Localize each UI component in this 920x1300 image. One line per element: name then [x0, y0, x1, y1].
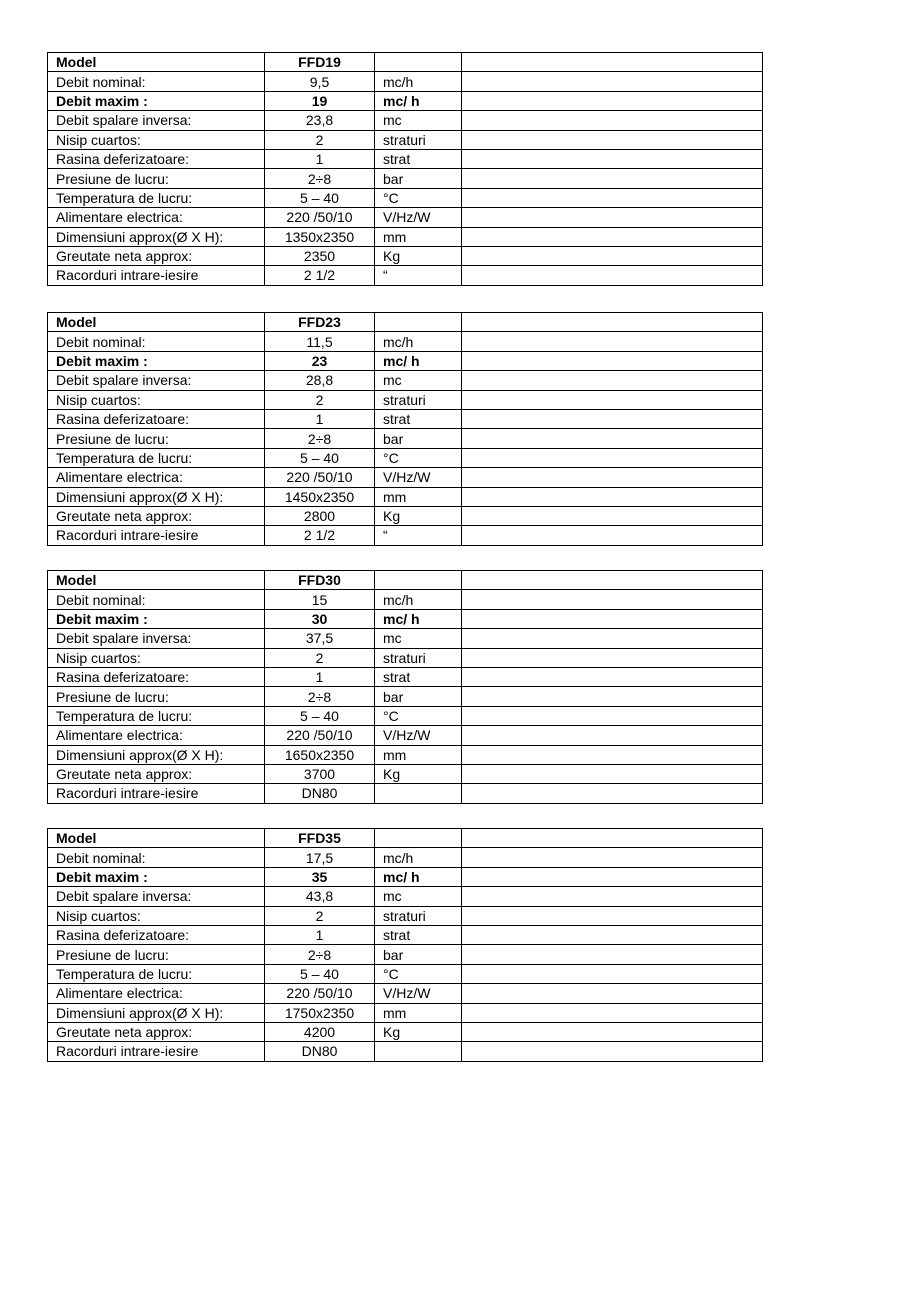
row-value: 19 — [265, 91, 375, 110]
row-label: Debit maxim : — [48, 351, 265, 370]
table-row — [48, 945, 763, 964]
row-value: 2800 — [265, 506, 375, 525]
row-label: Debit nominal: — [48, 590, 265, 609]
row-unit: V/Hz/W — [375, 984, 462, 1003]
row-notes — [462, 188, 763, 207]
row-unit: mc — [375, 629, 462, 648]
table-row — [48, 227, 763, 246]
row-value: 1 — [265, 149, 375, 168]
table-header-row — [48, 313, 763, 332]
table-row — [48, 266, 763, 285]
row-unit: strat — [375, 667, 462, 686]
row-value: 2 — [265, 648, 375, 667]
table-row — [48, 468, 763, 487]
row-unit: bar — [375, 429, 462, 448]
row-label: Model — [48, 313, 265, 332]
row-value: 3700 — [265, 764, 375, 783]
row-value: 4200 — [265, 1022, 375, 1041]
row-value: 9,5 — [265, 72, 375, 91]
table-row — [48, 925, 763, 944]
row-label: Greutate neta approx: — [48, 246, 265, 265]
row-unit: V/Hz/W — [375, 208, 462, 227]
row-unit — [375, 313, 462, 332]
row-notes — [462, 726, 763, 745]
row-unit: bar — [375, 687, 462, 706]
row-unit: Kg — [375, 506, 462, 525]
row-unit: Kg — [375, 1022, 462, 1041]
row-label: Greutate neta approx: — [48, 1022, 265, 1041]
row-value: 220 /50/10 — [265, 984, 375, 1003]
row-notes — [462, 169, 763, 188]
table-row — [48, 609, 763, 628]
row-unit: strat — [375, 925, 462, 944]
table-row — [48, 745, 763, 764]
row-label: Alimentare electrica: — [48, 468, 265, 487]
row-unit — [375, 829, 462, 848]
model-name: FFD30 — [265, 571, 375, 590]
row-unit: °C — [375, 188, 462, 207]
row-unit: mc — [375, 371, 462, 390]
row-label: Racorduri intrare-iesire — [48, 784, 265, 803]
row-unit: mc/h — [375, 848, 462, 867]
row-unit: strat — [375, 149, 462, 168]
table-row — [48, 332, 763, 351]
table-row — [48, 188, 763, 207]
table-row — [48, 506, 763, 525]
table-row — [48, 764, 763, 783]
row-value: 43,8 — [265, 887, 375, 906]
row-unit: mc — [375, 111, 462, 130]
model-name: FFD23 — [265, 313, 375, 332]
row-notes — [462, 313, 763, 332]
row-notes — [462, 571, 763, 590]
table-row — [48, 526, 763, 545]
table-row — [48, 351, 763, 370]
table-row — [48, 1003, 763, 1022]
row-unit: mm — [375, 1003, 462, 1022]
row-label: Dimensiuni approx(Ø X H): — [48, 745, 265, 764]
row-unit: Kg — [375, 764, 462, 783]
row-value: 2÷8 — [265, 945, 375, 964]
row-label: Nisip cuartos: — [48, 648, 265, 667]
row-notes — [462, 53, 763, 72]
row-notes — [462, 208, 763, 227]
row-unit: strat — [375, 409, 462, 428]
row-notes — [462, 945, 763, 964]
row-label: Alimentare electrica: — [48, 984, 265, 1003]
row-label: Debit spalare inversa: — [48, 111, 265, 130]
row-label: Model — [48, 829, 265, 848]
table-row — [48, 629, 763, 648]
row-label: Temperatura de lucru: — [48, 448, 265, 467]
row-value: 220 /50/10 — [265, 468, 375, 487]
row-label: Debit maxim : — [48, 91, 265, 110]
row-value: 28,8 — [265, 371, 375, 390]
row-notes — [462, 609, 763, 628]
row-value: 2 1/2 — [265, 266, 375, 285]
row-label: Presiune de lucru: — [48, 945, 265, 964]
row-value: 2 — [265, 390, 375, 409]
row-notes — [462, 526, 763, 545]
table-row — [48, 648, 763, 667]
row-label: Debit maxim : — [48, 609, 265, 628]
row-label: Racorduri intrare-iesire — [48, 1042, 265, 1061]
row-unit: mc/ h — [375, 351, 462, 370]
row-value: 2÷8 — [265, 429, 375, 448]
spec-table-ffd23 — [47, 312, 763, 546]
row-notes — [462, 964, 763, 983]
table-row — [48, 149, 763, 168]
row-label: Debit spalare inversa: — [48, 887, 265, 906]
row-unit — [375, 53, 462, 72]
row-notes — [462, 409, 763, 428]
table-row — [48, 246, 763, 265]
table-row — [48, 390, 763, 409]
table-row — [48, 984, 763, 1003]
table-row — [48, 667, 763, 686]
row-label: Alimentare electrica: — [48, 726, 265, 745]
row-label: Debit nominal: — [48, 72, 265, 91]
table-row — [48, 706, 763, 725]
row-value: 1 — [265, 925, 375, 944]
row-unit: mc/h — [375, 332, 462, 351]
row-notes — [462, 848, 763, 867]
row-value: 37,5 — [265, 629, 375, 648]
row-unit: mc — [375, 887, 462, 906]
row-unit — [375, 784, 462, 803]
row-unit: straturi — [375, 648, 462, 667]
row-notes — [462, 246, 763, 265]
table-row — [48, 1042, 763, 1061]
row-label: Debit maxim : — [48, 867, 265, 886]
row-value: 5 – 40 — [265, 448, 375, 467]
row-notes — [462, 111, 763, 130]
row-label: Temperatura de lucru: — [48, 188, 265, 207]
table-header-row — [48, 829, 763, 848]
row-unit: straturi — [375, 130, 462, 149]
row-notes — [462, 227, 763, 246]
table-row — [48, 906, 763, 925]
row-notes — [462, 429, 763, 448]
table-row — [48, 130, 763, 149]
row-unit: straturi — [375, 906, 462, 925]
row-unit — [375, 571, 462, 590]
row-unit: straturi — [375, 390, 462, 409]
spec-table-ffd19 — [47, 52, 763, 286]
row-label: Model — [48, 571, 265, 590]
row-notes — [462, 390, 763, 409]
row-notes — [462, 887, 763, 906]
row-notes — [462, 72, 763, 91]
row-unit: mc/ h — [375, 867, 462, 886]
row-notes — [462, 1022, 763, 1041]
row-value: 1450x2350 — [265, 487, 375, 506]
row-unit: bar — [375, 945, 462, 964]
row-label: Nisip cuartos: — [48, 390, 265, 409]
row-label: Presiune de lucru: — [48, 687, 265, 706]
row-value: 1650x2350 — [265, 745, 375, 764]
row-notes — [462, 506, 763, 525]
row-value: 1 — [265, 409, 375, 428]
row-label: Debit spalare inversa: — [48, 371, 265, 390]
row-label: Racorduri intrare-iesire — [48, 266, 265, 285]
row-unit: mc/h — [375, 72, 462, 91]
row-label: Greutate neta approx: — [48, 764, 265, 783]
row-notes — [462, 1003, 763, 1022]
row-notes — [462, 468, 763, 487]
table-row — [48, 867, 763, 886]
row-notes — [462, 590, 763, 609]
row-notes — [462, 764, 763, 783]
row-label: Dimensiuni approx(Ø X H): — [48, 1003, 265, 1022]
row-value: 2 — [265, 130, 375, 149]
row-label: Debit spalare inversa: — [48, 629, 265, 648]
row-notes — [462, 266, 763, 285]
table-row — [48, 448, 763, 467]
table-row — [48, 1022, 763, 1041]
spec-table-ffd35 — [47, 828, 763, 1062]
row-label: Rasina deferizatoare: — [48, 149, 265, 168]
table-header-row — [48, 53, 763, 72]
row-value: 1750x2350 — [265, 1003, 375, 1022]
row-value: 23 — [265, 351, 375, 370]
row-label: Racorduri intrare-iesire — [48, 526, 265, 545]
row-label: Temperatura de lucru: — [48, 964, 265, 983]
row-value: 5 – 40 — [265, 188, 375, 207]
row-value: 17,5 — [265, 848, 375, 867]
row-value: DN80 — [265, 1042, 375, 1061]
row-unit: “ — [375, 266, 462, 285]
table-row — [48, 726, 763, 745]
row-label: Debit nominal: — [48, 848, 265, 867]
row-label: Alimentare electrica: — [48, 208, 265, 227]
table-header-row — [48, 571, 763, 590]
row-value: 1 — [265, 667, 375, 686]
table-row — [48, 964, 763, 983]
row-notes — [462, 784, 763, 803]
row-unit: °C — [375, 706, 462, 725]
row-value: 1350x2350 — [265, 227, 375, 246]
row-unit: mc/ h — [375, 91, 462, 110]
row-label: Presiune de lucru: — [48, 429, 265, 448]
row-notes — [462, 706, 763, 725]
row-unit: °C — [375, 448, 462, 467]
row-notes — [462, 648, 763, 667]
model-name: FFD35 — [265, 829, 375, 848]
row-label: Greutate neta approx: — [48, 506, 265, 525]
row-notes — [462, 925, 763, 944]
row-value: 220 /50/10 — [265, 726, 375, 745]
row-label: Rasina deferizatoare: — [48, 667, 265, 686]
row-label: Temperatura de lucru: — [48, 706, 265, 725]
row-notes — [462, 829, 763, 848]
row-value: DN80 — [265, 784, 375, 803]
row-label: Dimensiuni approx(Ø X H): — [48, 487, 265, 506]
table-row — [48, 208, 763, 227]
row-value: 2350 — [265, 246, 375, 265]
row-value: 35 — [265, 867, 375, 886]
table-row — [48, 487, 763, 506]
row-notes — [462, 745, 763, 764]
table-row — [48, 887, 763, 906]
row-unit: mm — [375, 487, 462, 506]
row-notes — [462, 1042, 763, 1061]
row-value: 30 — [265, 609, 375, 628]
row-notes — [462, 371, 763, 390]
row-value: 2 — [265, 906, 375, 925]
row-label: Nisip cuartos: — [48, 130, 265, 149]
row-notes — [462, 332, 763, 351]
table-row — [48, 590, 763, 609]
row-notes — [462, 667, 763, 686]
spec-table-ffd30 — [47, 570, 763, 804]
row-label: Debit nominal: — [48, 332, 265, 351]
row-label: Nisip cuartos: — [48, 906, 265, 925]
table-row — [48, 687, 763, 706]
row-notes — [462, 984, 763, 1003]
row-notes — [462, 629, 763, 648]
row-label: Rasina deferizatoare: — [48, 409, 265, 428]
row-unit — [375, 1042, 462, 1061]
row-label: Rasina deferizatoare: — [48, 925, 265, 944]
table-row — [48, 848, 763, 867]
row-value: 5 – 40 — [265, 706, 375, 725]
row-label: Model — [48, 53, 265, 72]
row-label: Presiune de lucru: — [48, 169, 265, 188]
row-unit: mm — [375, 227, 462, 246]
table-row — [48, 91, 763, 110]
row-notes — [462, 448, 763, 467]
table-row — [48, 409, 763, 428]
row-label: Dimensiuni approx(Ø X H): — [48, 227, 265, 246]
row-notes — [462, 130, 763, 149]
row-notes — [462, 867, 763, 886]
row-notes — [462, 687, 763, 706]
row-unit: Kg — [375, 246, 462, 265]
row-unit: °C — [375, 964, 462, 983]
row-unit: V/Hz/W — [375, 468, 462, 487]
row-notes — [462, 906, 763, 925]
row-value: 2 1/2 — [265, 526, 375, 545]
row-value: 23,8 — [265, 111, 375, 130]
row-value: 220 /50/10 — [265, 208, 375, 227]
row-notes — [462, 149, 763, 168]
row-unit: mc/ h — [375, 609, 462, 628]
table-row — [48, 371, 763, 390]
row-unit: mm — [375, 745, 462, 764]
row-value: 2÷8 — [265, 169, 375, 188]
row-notes — [462, 487, 763, 506]
row-unit: mc/h — [375, 590, 462, 609]
row-value: 2÷8 — [265, 687, 375, 706]
table-row — [48, 72, 763, 91]
row-unit: bar — [375, 169, 462, 188]
model-name: FFD19 — [265, 53, 375, 72]
row-value: 5 – 40 — [265, 964, 375, 983]
row-value: 15 — [265, 590, 375, 609]
row-notes — [462, 351, 763, 370]
row-value: 11,5 — [265, 332, 375, 351]
table-row — [48, 169, 763, 188]
table-row — [48, 111, 763, 130]
row-notes — [462, 91, 763, 110]
table-row — [48, 784, 763, 803]
row-unit: “ — [375, 526, 462, 545]
row-unit: V/Hz/W — [375, 726, 462, 745]
table-row — [48, 429, 763, 448]
